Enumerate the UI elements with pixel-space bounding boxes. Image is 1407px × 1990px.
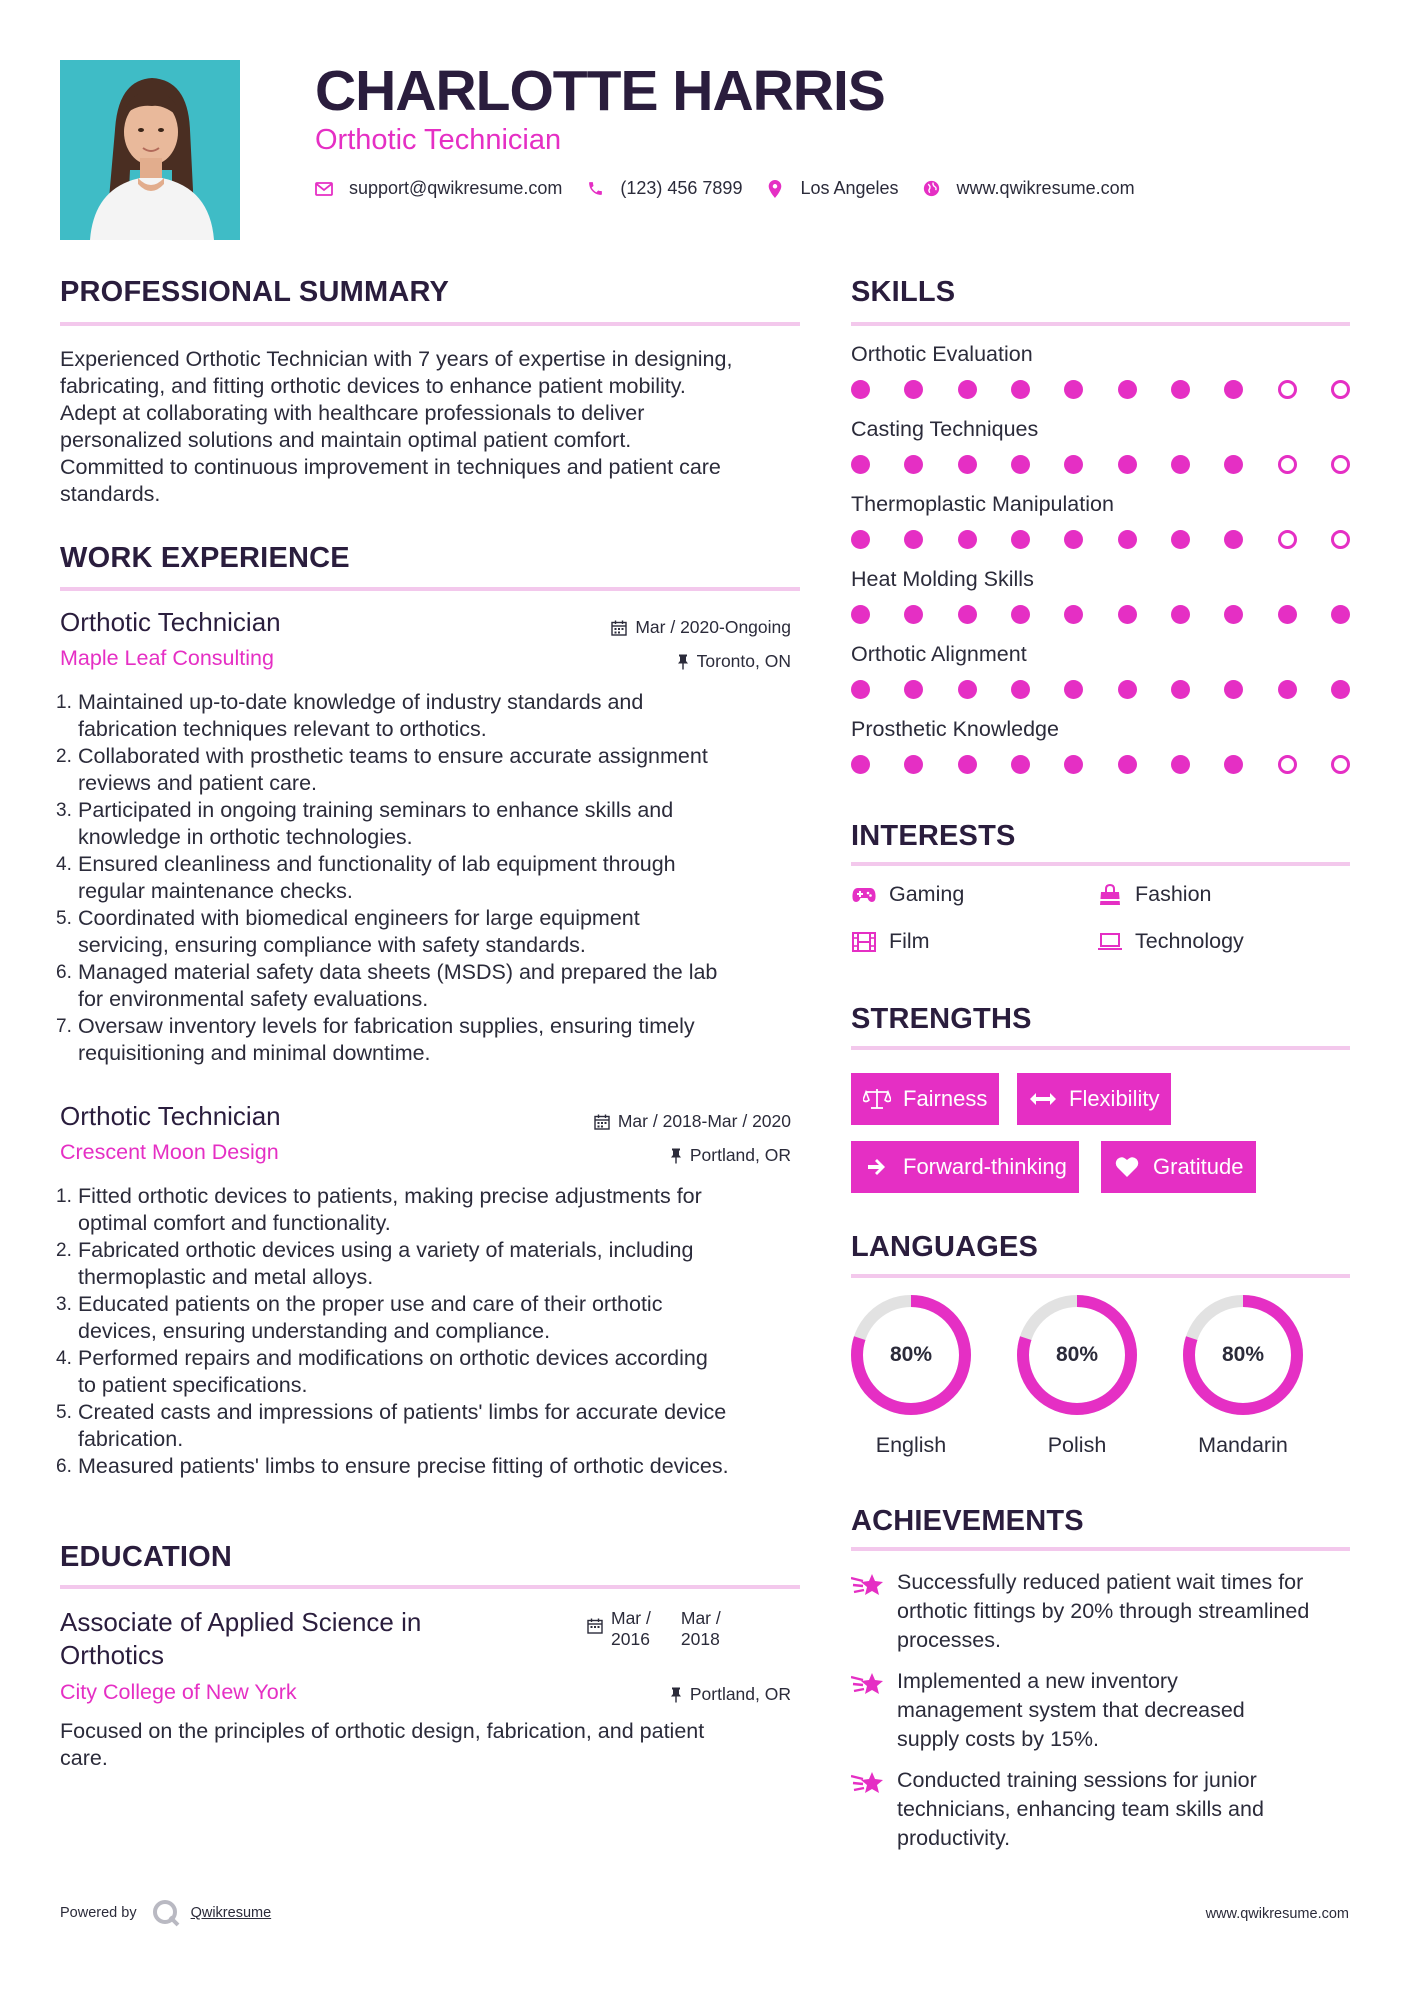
language-item [849, 1293, 973, 1457]
achievement-text: Conducted training sessions for junior technicians, enhancing team skills and productivity. [897, 1768, 1264, 1850]
rating-dot-filled [851, 530, 870, 549]
rating-dot-empty [1278, 455, 1297, 474]
rating-dot-filled [904, 530, 923, 549]
rating-dot-filled [851, 455, 870, 474]
gamepad-icon [851, 884, 877, 906]
balance-scale-icon [863, 1088, 891, 1110]
languages-rule [851, 1274, 1350, 1278]
rating-dot-filled [851, 755, 870, 774]
education-location [670, 1684, 791, 1705]
rating-dot-empty [1278, 755, 1297, 774]
arrow-right-icon [863, 1156, 891, 1178]
calendar-icon [611, 620, 627, 636]
laptop-icon [1097, 931, 1123, 953]
rating-dot-filled [1171, 680, 1190, 699]
job-duties-list [56, 689, 800, 1067]
envelope-icon [315, 180, 333, 198]
rating-dot-filled [1118, 680, 1137, 699]
rating-dot-filled [1171, 755, 1190, 774]
list-item: 1. Maintained up-to-date knowledge of industry standards and fabrication techniques relevant to orthotics. [56, 690, 644, 741]
rating-dot-filled [904, 380, 923, 399]
list-item: 4. Ensured cleanliness and functionality of lab equipment through regular maintenance checks. [56, 852, 676, 903]
education-rule [60, 1585, 800, 1589]
contact-email[interactable]: support@qwikresume.com [349, 178, 563, 198]
rating-dot-filled [851, 605, 870, 624]
shooting-star-icon [851, 1766, 887, 1853]
summary-heading: PROFESSIONAL SUMMARY [60, 276, 450, 308]
interest-label: Fashion [1135, 882, 1212, 906]
summary-line: Experienced Orthotic Technician with 7 years of expertise in designing, [60, 347, 733, 371]
achievement-text: Implemented a new inventory management system that decreased supply costs by 15%. [897, 1669, 1245, 1751]
education-start: Mar / 2016 [611, 1608, 651, 1649]
film-icon [851, 931, 877, 953]
rating-dot-filled [851, 680, 870, 699]
phone-icon [586, 180, 604, 198]
rating-dot-filled [904, 755, 923, 774]
list-item: 4. Performed repairs and modifications on orthotic devices according to patient specifications. [56, 1346, 708, 1397]
job-duties-list [56, 1183, 800, 1480]
footer-website[interactable]: www.qwikresume.com [1205, 1906, 1349, 1922]
skill-name: Thermoplastic Manipulation [851, 492, 1114, 516]
job-dates-text: Mar / 2018-Mar / 2020 [617, 1111, 791, 1131]
skills-rule [851, 322, 1350, 326]
rating-dot-filled [904, 680, 923, 699]
skill-name: Orthotic Alignment [851, 642, 1027, 666]
strengths-rule [851, 1046, 1350, 1050]
job-company: Maple Leaf Consulting [60, 646, 274, 670]
rating-dot-filled [1118, 530, 1137, 549]
map-pin-icon [766, 180, 784, 198]
rating-dot-filled [1011, 605, 1030, 624]
degree-line: Orthotics [60, 1640, 165, 1670]
summary-line: Committed to continuous improvement in techniques and patient care [60, 455, 721, 479]
summary-line: standards. [60, 482, 161, 506]
list-item: 5. Coordinated with biomedical engineers for large equipment servicing, ensuring compliance with safety standards. [56, 906, 640, 957]
rating-dot-empty [1331, 455, 1350, 474]
strength-label: Fairness [903, 1086, 988, 1111]
interests-heading: INTERESTS [851, 820, 1016, 852]
rating-dot-filled [1011, 455, 1030, 474]
job-dates [594, 1111, 791, 1132]
skill-rating [851, 455, 1350, 475]
contact-website[interactable]: www.qwikresume.com [956, 178, 1135, 198]
summary-line: Adept at collaborating with healthcare professionals to deliver [60, 401, 645, 425]
rating-dot-filled [1171, 605, 1190, 624]
list-item: 2. Fabricated orthotic devices using a variety of materials, including thermoplastic and metal alloys. [56, 1238, 694, 1289]
shopping-bag-icon [1097, 884, 1123, 906]
list-item: 6. Managed material safety data sheets (MSDS) and prepared the lab for environmental safety evaluations. [56, 960, 718, 1011]
rating-dot-filled [1011, 530, 1030, 549]
skill-rating [851, 380, 1350, 400]
rating-dot-filled [1224, 380, 1243, 399]
pushpin-icon [670, 1148, 682, 1164]
strength-label: Flexibility [1069, 1086, 1160, 1111]
rating-dot-filled [958, 755, 977, 774]
achievement-text: Successfully reduced patient wait times for orthotic fittings by 20% through streamlined processes. [897, 1570, 1310, 1652]
skill-name: Heat Molding Skills [851, 567, 1034, 591]
rating-dot-empty [1331, 755, 1350, 774]
list-item: 2. Collaborated with prosthetic teams to ensure accurate assignment reviews and patient care. [56, 744, 708, 795]
summary-rule [60, 322, 800, 326]
rating-dot-filled [1011, 380, 1030, 399]
rating-dot-filled [1118, 380, 1137, 399]
strength-tag [1017, 1073, 1171, 1125]
rating-dot-filled [904, 455, 923, 474]
rating-dot-filled [1118, 455, 1137, 474]
rating-dot-filled [958, 455, 977, 474]
rating-dot-filled [851, 380, 870, 399]
rating-dot-filled [1331, 680, 1350, 699]
list-item: 1. Fitted orthotic devices to patients, making precise adjustments for optimal comfort and functionality. [56, 1184, 702, 1235]
summary-text [60, 346, 820, 508]
skill-rating [851, 530, 1350, 550]
job-title: Orthotic Technician [60, 1101, 281, 1131]
language-name: Mandarin [1198, 1433, 1288, 1457]
globe-icon [923, 180, 941, 198]
list-item: 6. Measured patients' limbs to ensure precise fitting of orthotic devices. [56, 1454, 729, 1478]
list-item: 3. Educated patients on the proper use and care of their orthotic devices, ensuring understanding and compliance. [56, 1292, 663, 1343]
rating-dot-filled [1064, 530, 1083, 549]
list-item: 3. Participated in ongoing training seminars to enhance skills and knowledge in orthotic technologies. [56, 798, 674, 849]
rating-dot-filled [1011, 680, 1030, 699]
education-dates [587, 1608, 721, 1650]
job-location [677, 651, 791, 672]
rating-dot-filled [1224, 680, 1243, 699]
skill-rating [851, 755, 1350, 775]
rating-dot-empty [1278, 530, 1297, 549]
skills-heading: SKILLS [851, 276, 956, 308]
contact-phone[interactable]: (123) 456 7899 [620, 178, 743, 198]
summary-line: fabricating, and fitting orthotic devices to enhance patient mobility. [60, 374, 686, 398]
job-location [670, 1145, 791, 1166]
contact-location: Los Angeles [800, 178, 899, 198]
experience-heading: WORK EXPERIENCE [60, 542, 350, 574]
shooting-star-icon [851, 1568, 887, 1655]
job-location-text: Portland, OR [689, 1145, 791, 1165]
rating-dot-filled [1224, 455, 1243, 474]
interest-item [851, 929, 930, 954]
rating-dot-filled [1064, 380, 1083, 399]
rating-dot-filled [1278, 680, 1297, 699]
skill-rating [851, 605, 1350, 625]
strength-tag [851, 1141, 1079, 1193]
interests-rule [851, 862, 1350, 866]
skill-rating [851, 680, 1350, 700]
rating-dot-filled [958, 530, 977, 549]
achievements-rule [851, 1547, 1350, 1551]
strength-label: Gratitude [1153, 1154, 1244, 1179]
shooting-star-icon [851, 1667, 887, 1754]
rating-dot-filled [1118, 605, 1137, 624]
rating-dot-empty [1331, 530, 1350, 549]
profile-photo [60, 60, 240, 240]
rating-dot-filled [1224, 755, 1243, 774]
achievement-item [851, 1766, 1351, 1853]
skill-name: Orthotic Evaluation [851, 342, 1033, 366]
education-end: Mar / 2018 [680, 1608, 721, 1649]
education-heading: EDUCATION [60, 1541, 233, 1573]
rating-dot-filled [1171, 530, 1190, 549]
rating-dot-filled [1011, 755, 1030, 774]
rating-dot-filled [1224, 605, 1243, 624]
rating-dot-filled [1064, 755, 1083, 774]
rating-dot-filled [958, 380, 977, 399]
interest-label: Film [889, 929, 930, 953]
rating-dot-filled [1278, 605, 1297, 624]
strengths-heading: STRENGTHS [851, 1003, 1032, 1035]
language-percent: 80% [1221, 1343, 1265, 1366]
candidate-name: CHARLOTTE HARRIS [315, 59, 885, 123]
language-item [1015, 1293, 1139, 1457]
rating-dot-filled [904, 605, 923, 624]
strength-tag [851, 1073, 999, 1125]
rating-dot-filled [1064, 680, 1083, 699]
brand-link[interactable]: Qwikresume [190, 1905, 272, 1921]
rating-dot-empty [1278, 380, 1297, 399]
interest-label: Gaming [889, 882, 965, 906]
interest-item [851, 882, 964, 907]
interest-label: Technology [1135, 929, 1244, 953]
job-title: Orthotic Technician [60, 607, 281, 637]
heart-icon [1113, 1156, 1141, 1178]
list-item: 5. Created casts and impressions of patients' limbs for accurate device fabrication. [56, 1400, 727, 1451]
rating-dot-filled [958, 680, 977, 699]
language-name: Polish [1047, 1433, 1107, 1457]
rating-dot-filled [1171, 380, 1190, 399]
achievement-item [851, 1667, 1351, 1754]
qwikresume-logo-icon [151, 1898, 181, 1928]
education-location-text: Portland, OR [689, 1684, 791, 1704]
rating-dot-filled [1118, 755, 1137, 774]
language-percent: 80% [889, 1343, 933, 1366]
achievement-item [851, 1568, 1351, 1655]
contact-bar [315, 178, 1159, 199]
powered-by-text: Powered by [60, 1905, 137, 1921]
summary-line: personalized solutions and maintain optimal patient comfort. [60, 428, 632, 452]
language-item [1181, 1293, 1305, 1457]
rating-dot-filled [1171, 455, 1190, 474]
pushpin-icon [677, 654, 689, 670]
rating-dot-filled [1331, 605, 1350, 624]
school-name: City College of New York [60, 1680, 297, 1704]
rating-dot-filled [958, 605, 977, 624]
strength-label: Forward-thinking [903, 1154, 1067, 1179]
job-location-text: Toronto, ON [696, 651, 791, 671]
rating-dot-filled [1064, 455, 1083, 474]
arrows-horizontal-icon [1029, 1088, 1057, 1110]
job-dates-text: Mar / 2020-Ongoing [635, 617, 791, 637]
degree-line: Associate of Applied Science in [60, 1607, 422, 1637]
education-description: Focused on the principles of orthotic design, fabrication, and patient care. [60, 1719, 705, 1770]
languages-heading: LANGUAGES [851, 1231, 1039, 1263]
skill-name: Casting Techniques [851, 417, 1039, 441]
experience-rule [60, 587, 800, 591]
calendar-icon [594, 1114, 610, 1130]
degree-title [60, 1606, 421, 1672]
interest-item [1097, 929, 1244, 954]
job-dates [611, 617, 791, 638]
job-company: Crescent Moon Design [60, 1140, 279, 1164]
achievements-heading: ACHIEVEMENTS [851, 1505, 1084, 1537]
interest-item [1097, 882, 1212, 907]
pushpin-icon [670, 1687, 682, 1703]
rating-dot-empty [1331, 380, 1350, 399]
candidate-role: Orthotic Technician [315, 124, 562, 156]
strength-tag [1101, 1141, 1256, 1193]
rating-dot-filled [1064, 605, 1083, 624]
language-name: English [875, 1433, 947, 1457]
list-item: 7. Oversaw inventory levels for fabrication supplies, ensuring timely requisitioning and minimal downtime. [56, 1014, 695, 1065]
rating-dot-filled [1224, 530, 1243, 549]
footer-powered-by [60, 1898, 271, 1928]
language-percent: 80% [1055, 1343, 1099, 1366]
skill-name: Prosthetic Knowledge [851, 717, 1059, 741]
calendar-icon [587, 1618, 603, 1634]
